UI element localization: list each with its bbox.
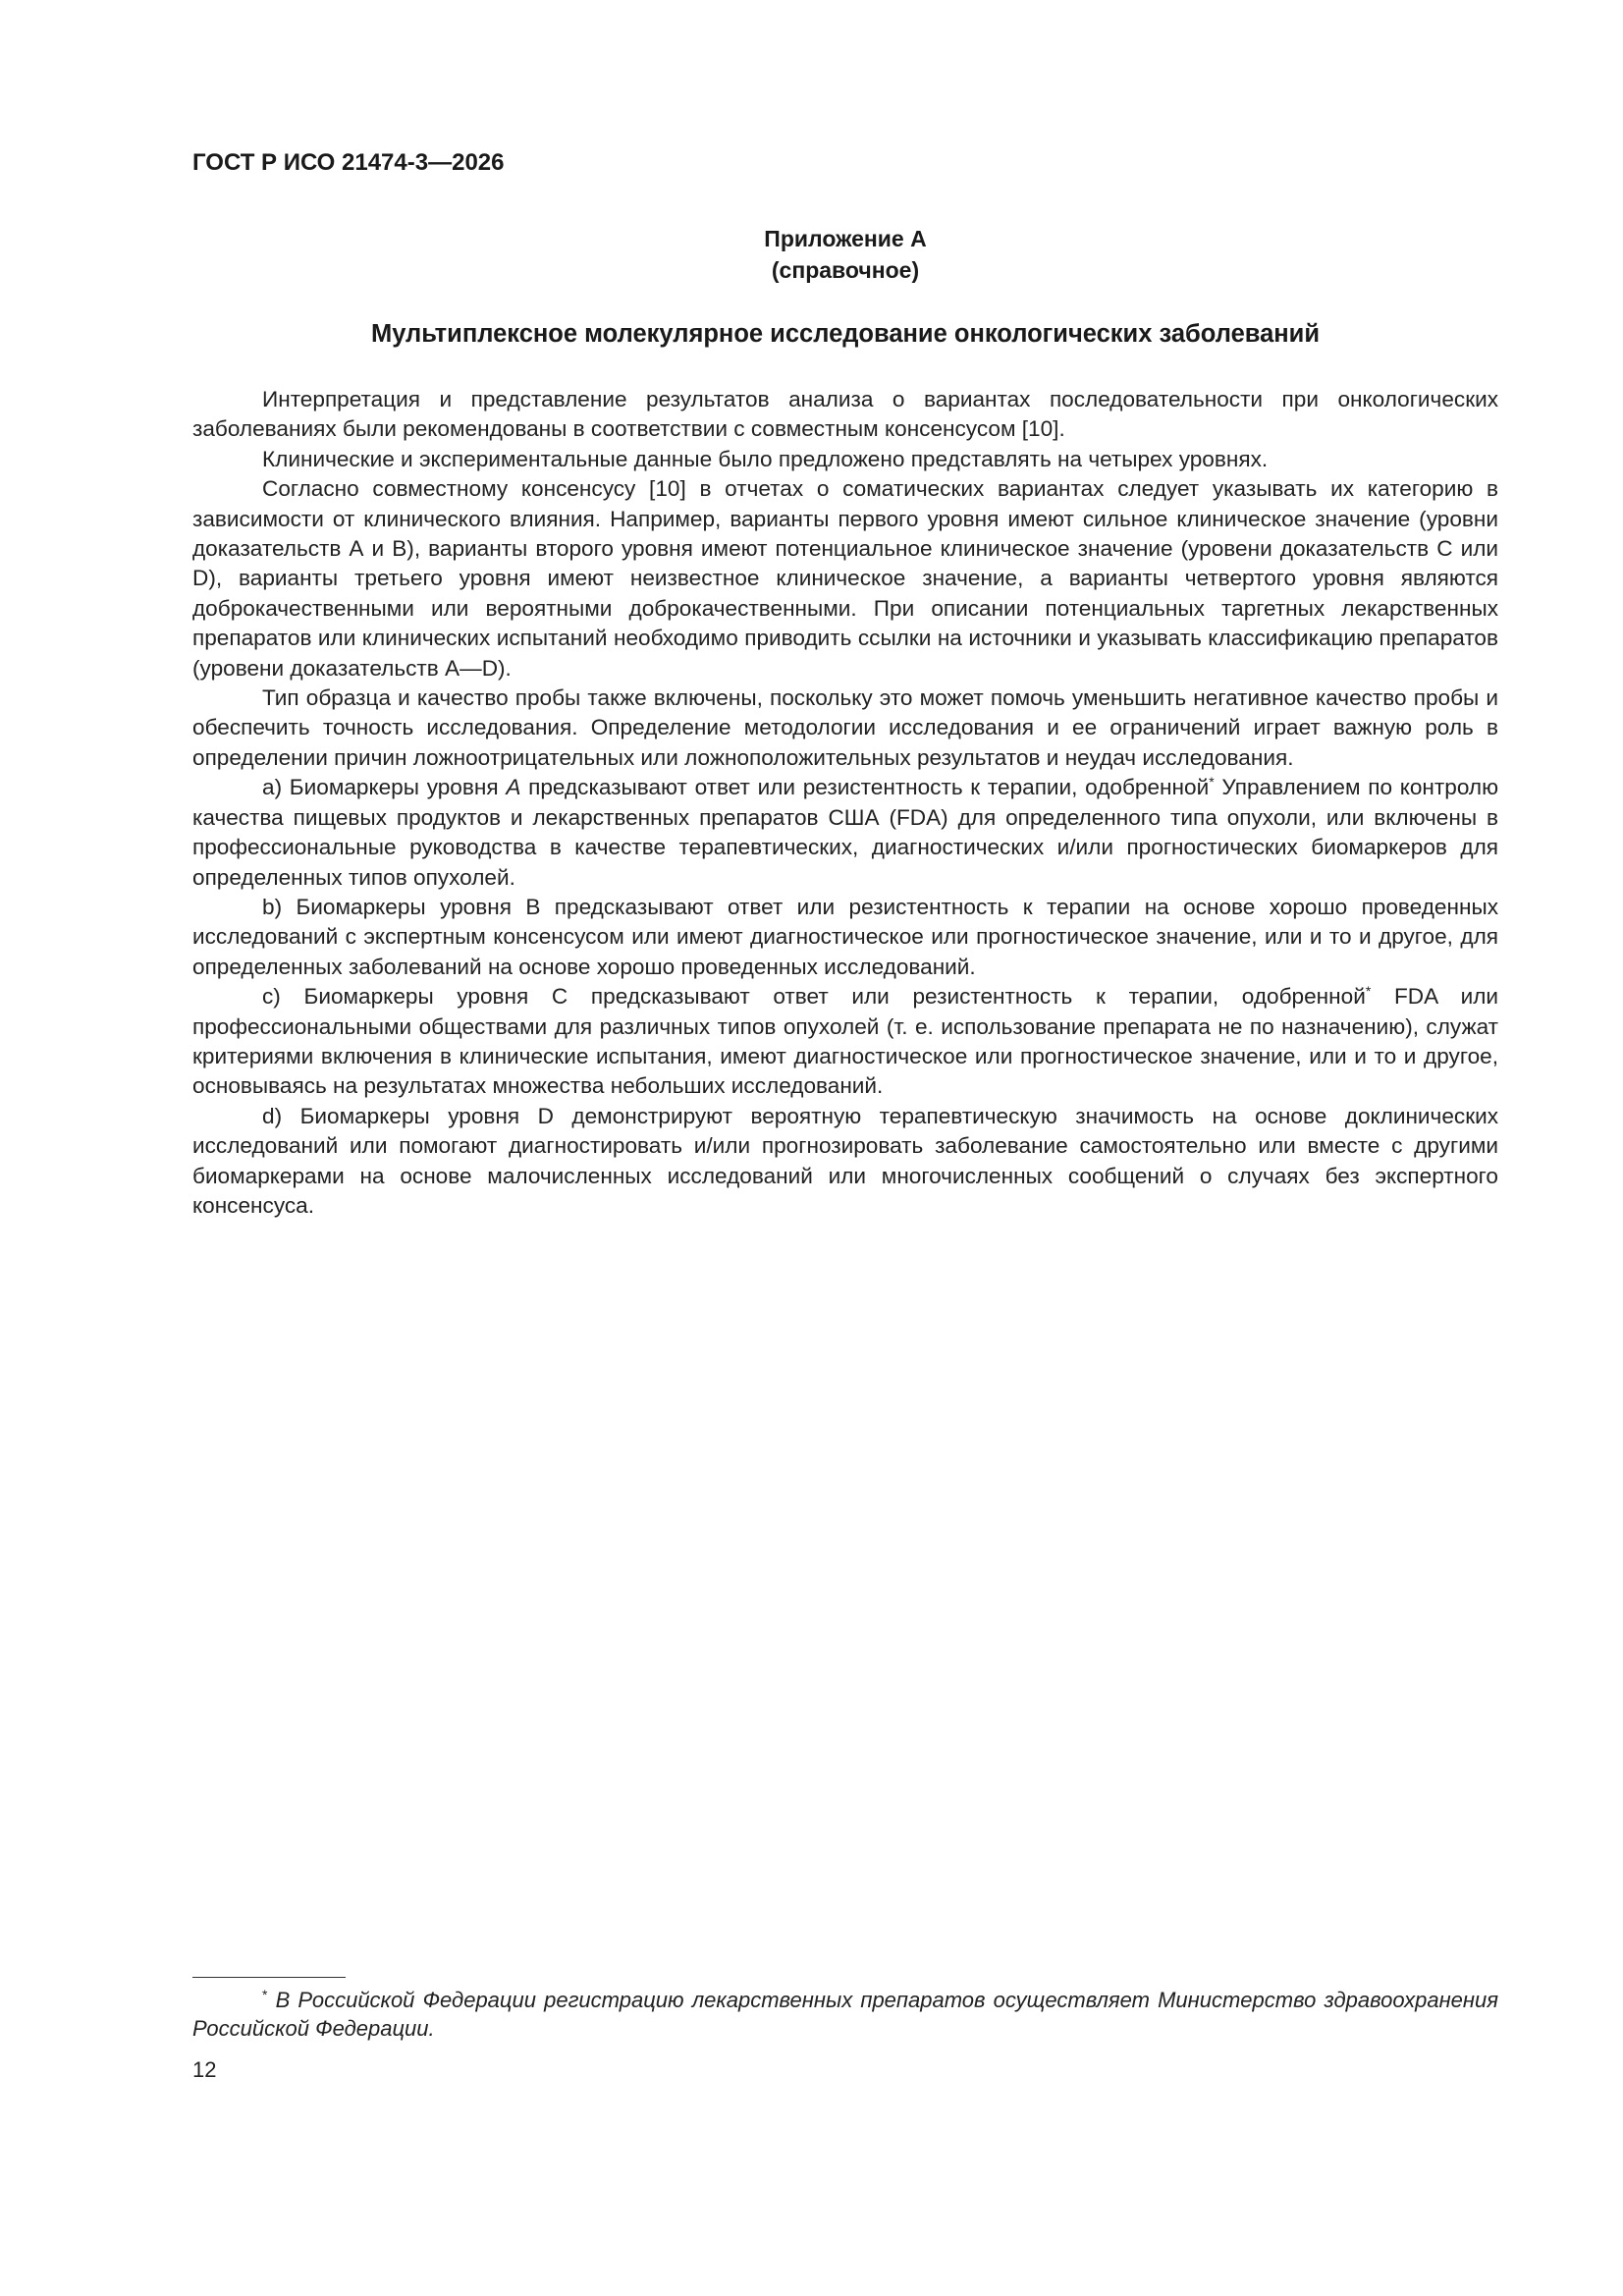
list-item-a-level: А xyxy=(506,775,521,800)
body-text xyxy=(192,385,1498,1221)
page-number: 12 xyxy=(192,2057,217,2082)
list-item-c-rest: FDA или профессиональными обществами для различных типов опухолей (т. е. использование препарата не по назначению), служат критериями включения в клинические испытания, имеют диагностическое или прогностическое значение, или и то и другое, основываясь на результатах множества небольших исследований. xyxy=(192,984,1499,1099)
section-title: Мультиплексное молекулярное исследование онкологических заболеваний xyxy=(370,320,1321,348)
footnote-divider xyxy=(192,1977,346,1978)
document-code: ГОСТ Р ИСО 21474-3—2026 xyxy=(192,149,505,176)
list-item-b: b) Биомаркеры уровня В предсказывают ответ или резистентность к терапии на основе хорошо проведенных исследований с экспертным консенсусом или имеют диагностическое или прогностическое значение, или и то и другое, для определенных заболеваний на основе хорошо проведенных исследований. xyxy=(192,894,1498,979)
list-item-c-prefix: c) Биомаркеры уровня С предсказывают ответ или резистентность к терапии, одобренной xyxy=(262,984,1366,1010)
footnote-reference: * xyxy=(1209,774,1215,791)
list-item-c xyxy=(192,982,1498,1102)
list-item-a xyxy=(192,773,1498,893)
paragraph-4: Тип образца и качество пробы также включены, поскольку это может помочь уменьшить негативное качество пробы и обеспечить точность исследования. Определение методологии исследования и ее ограничений играет важную роль в определении причин ложноотрицательных или ложноположительных результатов и неудач исследования. xyxy=(192,685,1498,770)
list-item-a-prefix: a) Биомаркеры уровня xyxy=(262,775,507,800)
footnote-text: В Российской Федерации регистрацию лекарственных препаратов осуществляет Министерство здравоохранения Российской Федерации. xyxy=(192,1988,1498,2041)
list-item-a-middle: предсказывают ответ или резистентность к терапии, одобренной xyxy=(520,775,1210,800)
list-item-d: d) Биомаркеры уровня D демонстрируют вероятную терапевтическую значимость на основе доклинических исследований или помогают диагностировать и/или прогнозировать заболевание самостоятельно или вместе с другими биомаркерами на основе малочисленных исследований или многочисленных сообщений о случаях без экспертного консенсуса. xyxy=(192,1103,1498,1218)
paragraph-1: Интерпретация и представление результатов анализа о вариантах последовательности при онкологических заболеваниях были рекомендованы в соответствии с совместным консенсусом [10]. xyxy=(192,387,1498,442)
paragraph-2: Клинические и экспериментальные данные было предложено представлять на четырех уровнях. xyxy=(262,446,1269,471)
footnote-mark: * xyxy=(262,1987,268,2002)
list-item-a-rest: Управлением по контролю качества пищевых продуктов и лекарственных препаратов США (FDA) для определенного типа опухоли, или включены в профессиональные руководства в качестве терапевтических, диагностических и/или прогностических биомаркеров для определенных типов опухолей. xyxy=(192,775,1499,890)
annex-note: (справочное) xyxy=(771,257,920,283)
footnote xyxy=(192,1986,1498,2043)
footnote-reference: * xyxy=(1365,983,1372,1000)
paragraph-3: Согласно совместному консенсусу [10] в отчетах о соматических вариантах следует указывать их категорию в зависимости от клинического влияния. Например, варианты первого уровня имеют сильное клиническое значение (уровни доказательств А и В), варианты второго уровня имеют потенциальное клиническое значение (уровени доказательств С или D), варианты третьего уровня имеют неизвестное клиническое значение, а варианты четвертого уровня являются доброкачественными или вероятными доброкачественными. При описании потенциальных таргетных лекарственных препаратов или клинических испытаний необходимо приводить ссылки на источники и указывать классификацию препаратов (уровени доказательств А—D). xyxy=(192,476,1498,681)
annex-title: Приложение А xyxy=(764,226,927,251)
